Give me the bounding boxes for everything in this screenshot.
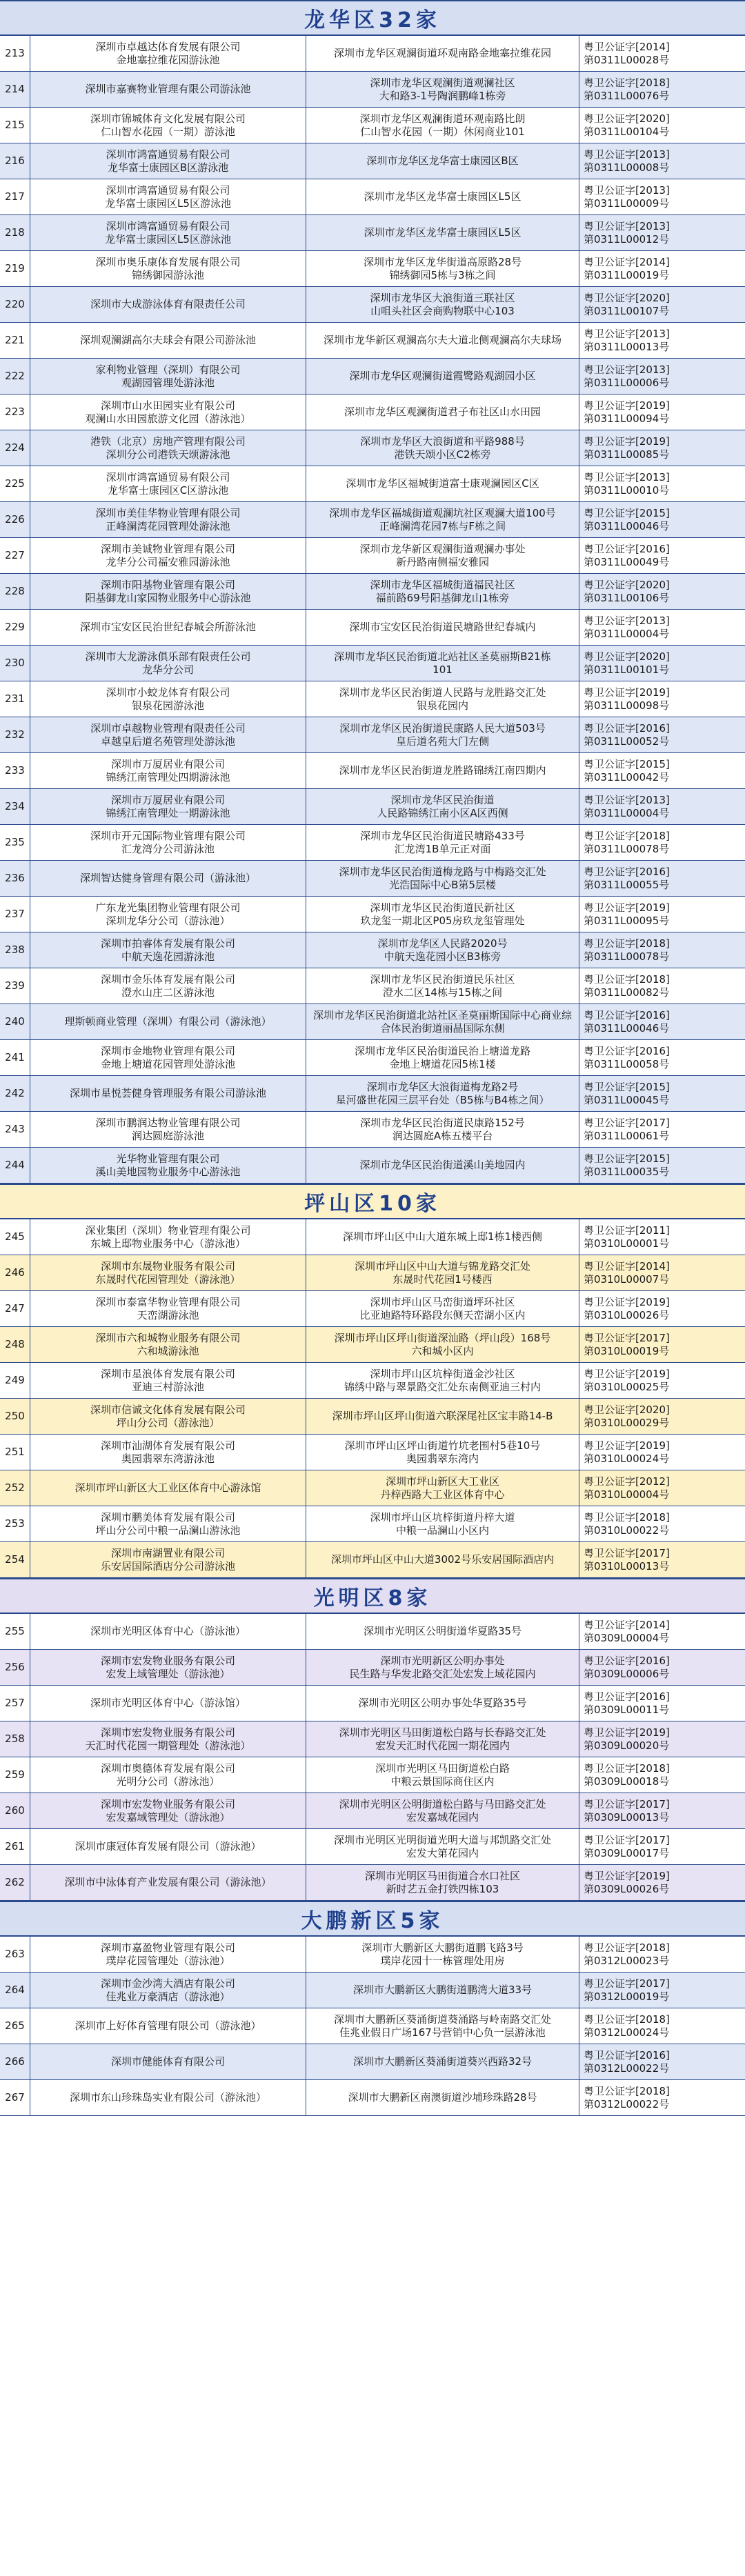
- facility-name: 深圳市阳基物业管理有限公司 阳基御龙山家园物业服务中心游泳池: [30, 574, 306, 609]
- license-number: 粤卫公证字[2016] 第0311L00052号: [584, 721, 670, 748]
- row-index: 227: [0, 538, 30, 573]
- facility-name: 深圳市卓越达体育发展有限公司 金地塞拉维花园游泳池: [30, 36, 306, 71]
- facility-name: 深圳市拍睿体育发展有限公司 中航天逸花园游泳池: [30, 932, 306, 968]
- facility-name: 深圳市东山珍珠岛实业有限公司（游泳池）: [30, 2080, 306, 2115]
- facility-address: 深圳市光明区马田街道合水口社区 新时艺五金打铁四栋103: [306, 1865, 579, 1900]
- table-row: [0, 1506, 745, 1542]
- facility-name: 深圳市宏发物业服务有限公司 宏发上域管理处（游泳池）: [30, 1650, 306, 1685]
- table-row: [0, 1614, 745, 1650]
- license-number: 粤卫公证字[2018] 第0311L00076号: [584, 76, 670, 102]
- row-index: 258: [0, 1721, 30, 1757]
- row-index: 266: [0, 2044, 30, 2079]
- table-row: [0, 681, 745, 717]
- license-number: 粤卫公证字[2020] 第0311L00101号: [584, 650, 670, 676]
- facility-address: 深圳市大鹏新区大鹏街道鹏湾大道33号: [306, 1973, 579, 2008]
- license-number: 粤卫公证字[2019] 第0310L00024号: [584, 1439, 670, 1465]
- facility-name: 深圳市鸿富通贸易有限公司 龙华富士康园区L5区游泳池: [30, 215, 306, 250]
- table-row: [0, 143, 745, 179]
- table-row: [0, 1650, 745, 1686]
- row-index: 239: [0, 968, 30, 1004]
- license-number: 粤卫公证字[2016] 第0311L00058号: [584, 1044, 670, 1070]
- license-number: 粤卫公证字[2013] 第0311L00013号: [584, 327, 670, 353]
- table-row: [0, 72, 745, 108]
- facility-address: 深圳市龙华区民治街道溪山美地园内: [306, 1148, 579, 1183]
- facility-address: 深圳市坪山区坪山街道六联深尾社区宝丰路14-B: [306, 1399, 579, 1434]
- facility-name: 深圳市星浪体育发展有限公司 亚迪三村游泳池: [30, 1363, 306, 1398]
- license-number: 粤卫公证字[2012] 第0310L00004号: [584, 1475, 670, 1501]
- row-index: 252: [0, 1470, 30, 1506]
- row-index: 223: [0, 395, 30, 430]
- table-row: [0, 861, 745, 897]
- table-row: [0, 1757, 745, 1793]
- facility-address: 深圳市坪山区中山大道与锦龙路交汇处 东晟时代花园1号楼西: [306, 1255, 579, 1290]
- license-number: 粤卫公证字[2014] 第0309L00004号: [584, 1618, 670, 1644]
- facility-address: 深圳市龙华区民治街道 人民路锦绣江南小区A区西侧: [306, 789, 579, 824]
- facility-name: 深圳市嘉盈物业管理有限公司 璞岸花园管理处（游泳池）: [30, 1937, 306, 1972]
- license-number: 粤卫公证字[2020] 第0311L00106号: [584, 578, 670, 604]
- row-index: 217: [0, 179, 30, 214]
- table-row: [0, 1076, 745, 1112]
- facility-name: 深圳市万厦居业有限公司 锦绣江南管理处一期游泳池: [30, 789, 306, 824]
- table-row: [0, 502, 745, 538]
- row-index: 216: [0, 143, 30, 179]
- facility-name: 深圳市汕湖体育发展有限公司 奥园翡翠东湾游泳池: [30, 1435, 306, 1470]
- license-number: 粤卫公证字[2015] 第0311L00042号: [584, 757, 670, 783]
- row-index: 242: [0, 1076, 30, 1111]
- facility-address: 深圳市龙华区民治街道民康路152号 润达圆庭A栋五楼平台: [306, 1112, 579, 1147]
- table-row: [0, 1148, 745, 1184]
- facility-address: 深圳市龙华区龙华富士康园区L5区: [306, 179, 579, 214]
- license-number: 粤卫公证字[2013] 第0311L00010号: [584, 470, 670, 497]
- table-row: [0, 108, 745, 143]
- row-index: 228: [0, 574, 30, 609]
- table-row: [0, 2008, 745, 2044]
- section-header: 龙华区32家: [0, 0, 745, 36]
- row-index: 250: [0, 1399, 30, 1434]
- license-number: 粤卫公证字[2018] 第0311L00082号: [584, 972, 670, 999]
- row-index: 244: [0, 1148, 30, 1183]
- facility-name: 深圳市信诚文化体育发展有限公司 坪山分公司（游泳池）: [30, 1399, 306, 1434]
- row-index: 254: [0, 1542, 30, 1577]
- facility-address: 深圳市龙华区龙华街道高原路28号 锦绣御园5栋与3栋之间: [306, 251, 579, 286]
- table-row: [0, 323, 745, 359]
- facility-address: 深圳市龙华区大浪街道梅龙路2号 星河盛世花园三层平台处（B5栋与B4栋之间）: [306, 1076, 579, 1111]
- facility-name: 广东龙光集团物业管理有限公司 深圳龙华分公司（游泳池）: [30, 897, 306, 932]
- facility-name: 深圳市上好体育管理有限公司（游泳池）: [30, 2008, 306, 2044]
- license-number: 粤卫公证字[2018] 第0309L00018号: [584, 1761, 670, 1788]
- facility-address: 深圳市龙华区民治街道北站社区圣莫丽斯B21栋 101: [306, 646, 579, 681]
- facility-name: 深圳市鹏美体育发展有限公司 坪山分公司中粮一品澜山游泳池: [30, 1506, 306, 1541]
- table-row: [0, 1004, 745, 1040]
- facility-name: 深圳市鸿富通贸易有限公司 龙华富士康园区L5区游泳池: [30, 179, 306, 214]
- row-index: 232: [0, 717, 30, 752]
- facility-address: 深圳市光明区马田街道松白路 中粮云景国际商住区内: [306, 1757, 579, 1793]
- license-number: 粤卫公证字[2017] 第0311L00061号: [584, 1116, 670, 1142]
- facility-address: 深圳市龙华区民治街道梅龙路与中梅路交汇处 光浩国际中心B第5层楼: [306, 861, 579, 896]
- table-row: [0, 789, 745, 825]
- row-index: 213: [0, 36, 30, 71]
- facility-name: 深圳市东晟物业服务有限公司 东晟时代花园管理处（游泳池）: [30, 1255, 306, 1290]
- row-index: 264: [0, 1973, 30, 2008]
- license-number: 粤卫公证字[2019] 第0310L00025号: [584, 1367, 670, 1393]
- license-number: 粤卫公证字[2015] 第0311L00046号: [584, 506, 670, 532]
- row-index: 238: [0, 932, 30, 968]
- facility-name: 深圳市开元国际物业管理有限公司 汇龙湾分公司游泳池: [30, 825, 306, 860]
- row-index: 265: [0, 2008, 30, 2044]
- row-index: 241: [0, 1040, 30, 1075]
- row-index: 230: [0, 646, 30, 681]
- license-number: 粤卫公证字[2016] 第0311L00049号: [584, 542, 670, 568]
- table-row: [0, 610, 745, 646]
- facility-name: 深圳市鸿富通贸易有限公司 龙华富士康园区C区游泳池: [30, 466, 306, 501]
- table-row: [0, 2080, 745, 2116]
- license-number: 粤卫公证字[2014] 第0311L00028号: [584, 40, 670, 66]
- license-number: 粤卫公证字[2017] 第0309L00017号: [584, 1833, 670, 1859]
- facility-address: 深圳市宝安区民治街道民塘路世纪春城内: [306, 610, 579, 645]
- license-number: 粤卫公证字[2020] 第0311L00104号: [584, 112, 670, 138]
- table-row: [0, 251, 745, 287]
- table-row: [0, 897, 745, 932]
- license-number: 粤卫公证字[2020] 第0310L00029号: [584, 1403, 670, 1429]
- table-row: [0, 2044, 745, 2080]
- facility-address: 深圳市大鹏新区大鹏街道鹏飞路3号 璞岸花园十一栋管理处用房: [306, 1937, 579, 1972]
- table-row: [0, 215, 745, 251]
- table-row: [0, 1793, 745, 1829]
- table-row: [0, 1721, 745, 1757]
- license-number: 粤卫公证字[2019] 第0309L00026号: [584, 1869, 670, 1895]
- table-row: [0, 932, 745, 968]
- row-index: 218: [0, 215, 30, 250]
- table-row: [0, 1435, 745, 1470]
- table-row: [0, 1112, 745, 1148]
- row-index: 251: [0, 1435, 30, 1470]
- facility-address: 深圳市龙华区民治街道民塘路433号 汇龙湾1B单元正对面: [306, 825, 579, 860]
- facility-name: 深圳市嘉赛物业管理有限公司游泳池: [30, 72, 306, 107]
- table-row: [0, 36, 745, 72]
- facility-address: 深圳市龙华区观澜街道君子布社区山水田园: [306, 395, 579, 430]
- facility-name: 深圳市奥乐康体育发展有限公司 锦绣御园游泳池: [30, 251, 306, 286]
- facility-name: 深业集团（深圳）物业管理有限公司 东城上邸物业服务中心（游泳池）: [30, 1219, 306, 1255]
- row-index: 267: [0, 2080, 30, 2115]
- row-index: 255: [0, 1614, 30, 1649]
- license-number: 粤卫公证字[2017] 第0310L00013号: [584, 1546, 670, 1572]
- row-index: 261: [0, 1829, 30, 1864]
- table-row: [0, 574, 745, 610]
- license-number: 粤卫公证字[2016] 第0309L00006号: [584, 1654, 670, 1680]
- row-index: 233: [0, 753, 30, 788]
- row-index: 246: [0, 1255, 30, 1290]
- license-number: 粤卫公证字[2017] 第0310L00019号: [584, 1331, 670, 1357]
- table-row: [0, 1327, 745, 1363]
- license-number: 粤卫公证字[2019] 第0309L00020号: [584, 1726, 670, 1752]
- facility-name: 家利物业管理（深圳）有限公司 观湖园管理处游泳池: [30, 359, 306, 394]
- table-row: [0, 1040, 745, 1076]
- facility-address: 深圳市坪山区坪山街道深汕路（坪山段）168号 六和城小区内: [306, 1327, 579, 1362]
- table-row: [0, 1219, 745, 1255]
- facility-address: 深圳市龙华区大浪街道和平路988号 港铁天颂小区C2栋旁: [306, 430, 579, 466]
- facility-address: 深圳市龙华区福城街道富士康观澜园区C区: [306, 466, 579, 501]
- facility-address: 深圳市龙华区民治街道人民路与龙胜路交汇处 银泉花园内: [306, 681, 579, 717]
- table-row: [0, 1399, 745, 1435]
- facility-name: 深圳市山水田园实业有限公司 观澜山水田园旅游文化园（游泳池）: [30, 395, 306, 430]
- table-row: [0, 1363, 745, 1399]
- table-row: [0, 717, 745, 753]
- facility-name: 深圳市星悦荟健身管理服务有限公司游泳池: [30, 1076, 306, 1111]
- facility-address: 深圳市大鹏新区南澳街道沙埔珍珠路28号: [306, 2080, 579, 2115]
- row-index: 256: [0, 1650, 30, 1685]
- table-row: [0, 753, 745, 789]
- table-row: [0, 1291, 745, 1327]
- license-number: 粤卫公证字[2018] 第0312L00023号: [584, 1941, 670, 1967]
- license-number: 粤卫公证字[2014] 第0310L00007号: [584, 1259, 670, 1286]
- table-row: [0, 359, 745, 395]
- license-number: 粤卫公证字[2018] 第0312L00022号: [584, 2084, 670, 2110]
- table-row: [0, 1686, 745, 1721]
- row-index: 236: [0, 861, 30, 896]
- facility-address: 深圳市龙华区大浪街道三联社区 山咀头社区会商购物联中心103: [306, 287, 579, 322]
- row-index: 257: [0, 1686, 30, 1721]
- row-index: 226: [0, 502, 30, 537]
- table-row: [0, 1829, 745, 1865]
- section-header: 光明区8家: [0, 1578, 745, 1614]
- facility-address: 深圳市光明新区公明办事处 民生路与华发北路交汇处宏发上域花园内: [306, 1650, 579, 1685]
- facility-address: 深圳市光明区公明街道华夏路35号: [306, 1614, 579, 1649]
- table-row: [0, 287, 745, 323]
- table-row: [0, 646, 745, 681]
- license-number: 粤卫公证字[2013] 第0311L00009号: [584, 183, 670, 210]
- license-number: 粤卫公证字[2013] 第0311L00012号: [584, 219, 670, 246]
- license-number: 粤卫公证字[2013] 第0311L00008号: [584, 148, 670, 174]
- facility-name: 深圳市金沙湾大酒店有限公司 佳兆业万豪酒店（游泳池）: [30, 1973, 306, 2008]
- facility-address: 深圳市大鹏新区葵涌街道葵兴西路32号: [306, 2044, 579, 2079]
- license-number: 粤卫公证字[2015] 第0311L00035号: [584, 1152, 670, 1178]
- table-row: [0, 1255, 745, 1291]
- facility-address: 深圳市龙华区福城街道观澜坑社区观澜大道100号 正峰澜湾花园7栋与F栋之间: [306, 502, 579, 537]
- facility-address: 深圳市龙华新区观澜高尔夫大道北侧观澜高尔夫球场: [306, 323, 579, 358]
- row-index: 234: [0, 789, 30, 824]
- row-index: 248: [0, 1327, 30, 1362]
- facility-address: 深圳市龙华区民治街道民乐社区 澄水二区14栋与15栋之间: [306, 968, 579, 1004]
- facility-address: 深圳市坪山区中山大道东城上邸1栋1楼西侧: [306, 1219, 579, 1255]
- facility-name: 深圳市美诚物业管理有限公司 龙华分公司福安雅园游泳池: [30, 538, 306, 573]
- row-index: 225: [0, 466, 30, 501]
- license-number: 粤卫公证字[2018] 第0312L00024号: [584, 2013, 670, 2039]
- facility-address: 深圳市龙华区民治街道民治上塘道龙路 金地上塘道花园5栋1楼: [306, 1040, 579, 1075]
- facility-name: 深圳智达健身管理有限公司（游泳池）: [30, 861, 306, 896]
- facility-address: 深圳市坪山区中山大道3002号乐安居国际酒店内: [306, 1542, 579, 1577]
- table-row: [0, 395, 745, 430]
- facility-address: 深圳市光明区光明街道光明大道与邦凯路交汇处 宏发大第花园内: [306, 1829, 579, 1864]
- license-number: 粤卫公证字[2013] 第0311L00006号: [584, 363, 670, 389]
- facility-name: 深圳市小蛟龙体育有限公司 银泉花园游泳池: [30, 681, 306, 717]
- license-number: 粤卫公证字[2017] 第0312L00019号: [584, 1977, 670, 2003]
- facility-name: 深圳市金乐体育发展有限公司 澄水山庄二区游泳池: [30, 968, 306, 1004]
- row-index: 221: [0, 323, 30, 358]
- facility-name: 深圳市鸿富通贸易有限公司 龙华富士康园区B区游泳池: [30, 143, 306, 179]
- facility-name: 深圳市泰富华物业管理有限公司 天峦湖游泳池: [30, 1291, 306, 1326]
- table-row: [0, 179, 745, 215]
- license-number: 粤卫公证字[2014] 第0311L00019号: [584, 255, 670, 281]
- facility-name: 深圳市中泳体育产业发展有限公司（游泳池）: [30, 1865, 306, 1900]
- facility-address: 深圳市龙华区观澜街道观澜社区 大和路3-1号陶润鹏峰1栋旁: [306, 72, 579, 107]
- facility-name: 深圳市万厦居业有限公司 锦绣江南管理处四期游泳池: [30, 753, 306, 788]
- row-index: 249: [0, 1363, 30, 1398]
- facility-address: 深圳市大鹏新区葵涌街道葵涌路与岭南路交汇处 佳兆业假日广场167号营销中心负一层游泳池: [306, 2008, 579, 2044]
- table-row: [0, 1865, 745, 1901]
- row-index: 262: [0, 1865, 30, 1900]
- license-number: 粤卫公证字[2019] 第0310L00026号: [584, 1295, 670, 1321]
- license-number: 粤卫公证字[2011] 第0310L00001号: [584, 1224, 670, 1250]
- facility-name: 深圳市卓越物业管理有限责任公司 卓越皇后道名苑管理处游泳池: [30, 717, 306, 752]
- facility-name: 深圳市宝安区民治世纪春城会所游泳池: [30, 610, 306, 645]
- facility-name: 深圳市康冠体育发展有限公司（游泳池）: [30, 1829, 306, 1864]
- facility-address: 深圳市龙华新区观澜街道观澜办事处 新丹路南侧福安雅园: [306, 538, 579, 573]
- facility-address: 深圳市坪山区坑梓街道丹梓大道 中粮一品澜山小区内: [306, 1506, 579, 1541]
- facility-address: 深圳市光明区公明街道松白路与马田路交汇处 宏发嘉域花园内: [306, 1793, 579, 1828]
- license-number: 粤卫公证字[2016] 第0311L00055号: [584, 865, 670, 891]
- facility-address: 深圳市坪山区马峦街道坪环社区 比亚迪路特环路段东侧天峦湖小区内: [306, 1291, 579, 1326]
- facility-address: 深圳市坪山区坑梓街道金沙社区 锦绣中路与翠景路交汇处东南侧亚迪三村内: [306, 1363, 579, 1398]
- table-row: [0, 1937, 745, 1973]
- license-number: 粤卫公证字[2013] 第0311L00004号: [584, 614, 670, 640]
- row-index: 229: [0, 610, 30, 645]
- facility-address: 深圳市龙华区观澜街道霞鹭路观湖园小区: [306, 359, 579, 394]
- table-row: [0, 825, 745, 861]
- facility-name: 深圳观澜湖高尔夫球会有限公司游泳池: [30, 323, 306, 358]
- row-index: 214: [0, 72, 30, 107]
- facility-name: 深圳市奥德体育发展有限公司 光明分公司（游泳池）: [30, 1757, 306, 1793]
- table-row: [0, 1470, 745, 1506]
- facility-name: 深圳市健能体育有限公司: [30, 2044, 306, 2079]
- facility-address: 深圳市龙华区观澜街道环观南路金地塞拉维花园: [306, 36, 579, 71]
- section-header: 大鹏新区5家: [0, 1901, 745, 1937]
- table-row: [0, 1973, 745, 2008]
- row-index: 231: [0, 681, 30, 717]
- facility-address: 深圳市龙华区福城街道福民社区 福前路69号阳基御龙山1栋旁: [306, 574, 579, 609]
- license-number: 粤卫公证字[2017] 第0309L00013号: [584, 1797, 670, 1824]
- table-row: [0, 430, 745, 466]
- license-number: 粤卫公证字[2018] 第0310L00022号: [584, 1510, 670, 1537]
- license-number: 粤卫公证字[2018] 第0311L00078号: [584, 829, 670, 855]
- license-number: 粤卫公证字[2015] 第0311L00045号: [584, 1080, 670, 1106]
- table-row: [0, 538, 745, 574]
- facility-address: 深圳市龙华区人民路2020号 中航天逸花园小区B3栋旁: [306, 932, 579, 968]
- license-number: 粤卫公证字[2018] 第0311L00078号: [584, 937, 670, 963]
- row-index: 247: [0, 1291, 30, 1326]
- row-index: 220: [0, 287, 30, 322]
- row-index: 243: [0, 1112, 30, 1147]
- facility-address: 深圳市龙华区民治街道龙胜路锦绣江南四期内: [306, 753, 579, 788]
- row-index: 260: [0, 1793, 30, 1828]
- facility-address: 深圳市龙华区龙华富士康园区B区: [306, 143, 579, 179]
- license-number: 粤卫公证字[2016] 第0311L00046号: [584, 1008, 670, 1035]
- row-index: 215: [0, 108, 30, 143]
- row-index: 263: [0, 1937, 30, 1972]
- row-index: 219: [0, 251, 30, 286]
- facility-address: 深圳市光明区公明办事处华夏路35号: [306, 1686, 579, 1721]
- table-row: [0, 968, 745, 1004]
- license-number: 粤卫公证字[2019] 第0311L00094号: [584, 399, 670, 425]
- row-index: 235: [0, 825, 30, 860]
- facility-name: 深圳市大成游泳体育有限责任公司: [30, 287, 306, 322]
- section-header: 坪山区10家: [0, 1184, 745, 1219]
- facility-address: 深圳市龙华区观澜街道环观南路比朗 仁山智水花园（一期）休闲商业101: [306, 108, 579, 143]
- facility-name: 深圳市宏发物业服务有限公司 宏发嘉域管理处（游泳池）: [30, 1793, 306, 1828]
- row-index: 240: [0, 1004, 30, 1039]
- facility-address: 深圳市龙华区民治街道民康路人民大道503号 皇后道名苑大门左侧: [306, 717, 579, 752]
- facility-name: 深圳市锦城体育文化发展有限公司 仁山智水花园（一期）游泳池: [30, 108, 306, 143]
- facility-name: 深圳市金地物业管理有限公司 金地上塘道花园管理处游泳池: [30, 1040, 306, 1075]
- facility-name: 深圳市坪山新区大工业区体育中心游泳馆: [30, 1470, 306, 1506]
- facility-name: 深圳市南湖置业有限公司 乐安居国际酒店分公司游泳池: [30, 1542, 306, 1577]
- license-number: 粤卫公证字[2019] 第0311L00085号: [584, 435, 670, 461]
- facility-name: 深圳市美佳华物业管理有限公司 正峰澜湾花园管理处游泳池: [30, 502, 306, 537]
- row-index: 253: [0, 1506, 30, 1541]
- facility-address: 深圳市龙华区龙华富士康园区L5区: [306, 215, 579, 250]
- facility-address: 深圳市光明区马田街道松白路与长春路交汇处 宏发天汇时代花园一期花园内: [306, 1721, 579, 1757]
- facility-name: 深圳市鹏润达物业管理有限公司 润达圆庭游泳池: [30, 1112, 306, 1147]
- facility-name: 深圳市大龙游泳俱乐部有限责任公司 龙华分公司: [30, 646, 306, 681]
- row-index: 237: [0, 897, 30, 932]
- row-index: 259: [0, 1757, 30, 1793]
- facility-address: 深圳市龙华区民治街道北站社区圣莫丽斯国际中心商业综合体民治街道丽晶国际东侧: [306, 1004, 579, 1039]
- license-number: 粤卫公证字[2013] 第0311L00004号: [584, 793, 670, 819]
- facility-name: 光华物业管理有限公司 溪山美地园物业服务中心游泳池: [30, 1148, 306, 1183]
- row-index: 245: [0, 1219, 30, 1255]
- table-row: [0, 1542, 745, 1578]
- facility-address: 深圳市龙华区民治街道民新社区 玖龙玺一期北区P05房玖龙玺管理处: [306, 897, 579, 932]
- license-number: 粤卫公证字[2020] 第0311L00107号: [584, 291, 670, 317]
- facility-address: 深圳市坪山新区大工业区 丹梓西路大工业区体育中心: [306, 1470, 579, 1506]
- license-number: 粤卫公证字[2019] 第0311L00098号: [584, 686, 670, 712]
- facility-name: 深圳市宏发物业服务有限公司 天汇时代花园一期管理处（游泳池）: [30, 1721, 306, 1757]
- row-index: 222: [0, 359, 30, 394]
- license-number: 粤卫公证字[2016] 第0309L00011号: [584, 1690, 670, 1716]
- facility-address: 深圳市坪山区坪山街道竹坑老围村5巷10号 奥园翡翠东湾内: [306, 1435, 579, 1470]
- facility-name: 深圳市六和城物业服务有限公司 六和城游泳池: [30, 1327, 306, 1362]
- facility-name: 港铁（北京）房地产管理有限公司 深圳分公司港铁天颂游泳池: [30, 430, 306, 466]
- facility-name: 深圳市光明区体育中心（游泳池）: [30, 1614, 306, 1649]
- facility-name: 深圳市光明区体育中心（游泳馆）: [30, 1686, 306, 1721]
- facility-name: 理斯顿商业管理（深圳）有限公司（游泳池）: [30, 1004, 306, 1039]
- row-index: 224: [0, 430, 30, 466]
- table-row: [0, 466, 745, 502]
- license-number: 粤卫公证字[2019] 第0311L00095号: [584, 901, 670, 927]
- license-number: 粤卫公证字[2016] 第0312L00022号: [584, 2048, 670, 2075]
